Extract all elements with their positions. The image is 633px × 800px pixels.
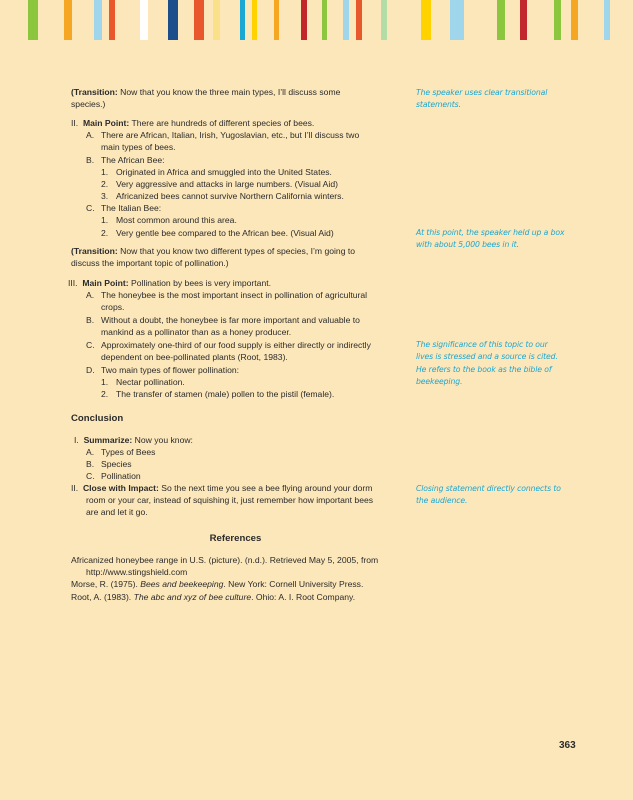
- item-3d1-number: 1.: [101, 377, 109, 387]
- transition-label: (Transition:: [71, 87, 118, 97]
- main-point-2: [71, 117, 314, 129]
- sub-point-3b-letter: B.: [86, 315, 95, 325]
- item-2b3-number: 3.: [101, 191, 109, 201]
- decorative-stripe: [168, 0, 178, 40]
- summarize-label: Summarize:: [83, 435, 133, 445]
- sub-point-3b-line-2: mankind as a pollinator than as a honey producer.: [101, 327, 292, 337]
- decorative-stripe: [252, 0, 257, 40]
- decorative-stripe: [450, 0, 464, 40]
- sub-point-3c-letter: C.: [86, 340, 95, 350]
- decorative-stripe: [28, 0, 38, 40]
- close-with-impact-label: Close with Impact:: [82, 483, 159, 493]
- item-2b3: Africanized bees cannot survive Northern California winters.: [116, 191, 344, 201]
- item-2c2-number: 2.: [101, 228, 109, 238]
- reference-2: [71, 578, 363, 590]
- margin-note-4-line-2: the audience.: [416, 496, 468, 505]
- decorative-stripe: [381, 0, 387, 40]
- reference-publisher: . Ohio: A. I. Root Company.: [251, 592, 356, 602]
- item-2b2-number: 2.: [101, 179, 109, 189]
- summary-item-b: Species: [101, 459, 132, 469]
- margin-note-2-line-2: with about 5,000 bees in it.: [416, 240, 519, 249]
- page-number: 363: [559, 740, 576, 751]
- decorative-stripe-band: [0, 0, 633, 40]
- decorative-stripe: [194, 0, 204, 40]
- decorative-stripe: [421, 0, 431, 40]
- transition-2-line-1: [71, 245, 355, 257]
- transition-text: Now that you know two different types of species, I’m going to: [117, 246, 356, 256]
- decorative-stripe: [554, 0, 561, 40]
- reference-1-url[interactable]: http://www.stingshield.com: [86, 567, 188, 577]
- item-2b1: Originated in Africa and smuggled into the United States.: [116, 167, 332, 177]
- roman-numeral: I.: [74, 435, 79, 445]
- item-3d2-number: 2.: [101, 389, 109, 399]
- item-2c1: Most common around this area.: [116, 215, 237, 225]
- decorative-stripe: [240, 0, 245, 40]
- summary-item-c: Pollination: [101, 471, 141, 481]
- item-2b2: Very aggressive and attacks in large numbers. (Visual Aid): [116, 179, 338, 189]
- margin-note-1-line-1: The speaker uses clear transitional: [416, 88, 548, 97]
- sub-point-3c-line-2: dependent on bee-pollinated plants (Root, 1983).: [101, 352, 288, 362]
- margin-note-3-line-4: beekeeping.: [416, 377, 463, 386]
- summary-item-c-letter: C.: [86, 471, 95, 481]
- summarize-text: Now you know:: [132, 435, 193, 445]
- decorative-stripe: [94, 0, 102, 40]
- margin-note-1-line-2: statements.: [416, 100, 461, 109]
- decorative-stripe: [356, 0, 362, 40]
- sub-point-2a-line-2: main types of bees.: [101, 142, 176, 152]
- main-point-text: Pollination by bees is very important.: [128, 278, 271, 288]
- conclusion-point-2: [71, 482, 372, 494]
- main-point-label: Main Point:: [82, 118, 130, 128]
- sub-point-2b: The African Bee:: [101, 155, 165, 165]
- transition-2-line-2: discuss the important topic of pollination.): [71, 258, 229, 268]
- margin-note-2-line-1: At this point, the speaker held up a box: [416, 228, 565, 237]
- sub-point-3d: Two main types of flower pollination:: [101, 365, 240, 375]
- item-3d1: Nectar pollination.: [116, 377, 185, 387]
- main-point-text: There are hundreds of different species of bees.: [129, 118, 315, 128]
- reference-author: Root, A. (1983).: [71, 592, 134, 602]
- sub-point-2c-letter: C.: [86, 203, 95, 213]
- sub-point-3a-line-2: crops.: [101, 302, 125, 312]
- reference-author: Morse, R. (1975).: [71, 579, 141, 589]
- sub-point-2a-line-1: There are African, Italian, Irish, Yugoslavian, etc., but I’ll discuss two: [101, 130, 360, 140]
- decorative-stripe: [64, 0, 72, 40]
- margin-note-3-line-1: The significance of this topic to our: [416, 340, 548, 349]
- item-2b1-number: 1.: [101, 167, 109, 177]
- sub-point-3d-letter: D.: [86, 365, 95, 375]
- decorative-stripe: [343, 0, 349, 40]
- main-point-label: Main Point:: [82, 278, 129, 288]
- close-with-impact-line-2: room or your car, instead of squishing it, just remember how important bees: [86, 495, 374, 505]
- close-with-impact-text: So the next time you see a bee flying around your dorm: [158, 483, 373, 493]
- reference-3: [71, 591, 355, 603]
- item-2c2: Very gentle bee compared to the African bee. (Visual Aid): [116, 228, 334, 238]
- decorative-stripe: [520, 0, 527, 40]
- margin-note-4-line-1: Closing statement directly connects to: [416, 484, 561, 493]
- margin-note-3-line-2: lives is stressed and a source is cited.: [416, 352, 558, 361]
- sub-point-3a-line-1: The honeybee is the most important insect in pollination of agricultural: [101, 290, 368, 300]
- conclusion-point-1: [74, 434, 193, 446]
- roman-numeral: III.: [68, 278, 78, 288]
- close-with-impact-line-3: are and let it go.: [86, 507, 148, 517]
- sub-point-3b-line-1: Without a doubt, the honeybee is far more important and valuable to: [101, 315, 360, 325]
- sub-point-3c-line-1: Approximately one-third of our food supply is either directly or indirectly: [101, 340, 371, 350]
- reference-publisher: . New York: Cornell University Press.: [223, 579, 364, 589]
- decorative-stripe: [497, 0, 505, 40]
- roman-numeral: II.: [71, 118, 79, 128]
- margin-note-3-line-3: He refers to the book as the bible of: [416, 365, 552, 374]
- summary-item-a: Types of Bees: [101, 447, 156, 457]
- sub-point-2b-letter: B.: [86, 155, 95, 165]
- decorative-stripe: [301, 0, 307, 40]
- sub-point-2a-letter: A.: [86, 130, 95, 140]
- transition-text: Now that you know the three main types, I’ll discuss some: [117, 87, 341, 97]
- conclusion-heading: Conclusion: [71, 413, 124, 424]
- decorative-stripe: [322, 0, 327, 40]
- decorative-stripe: [274, 0, 279, 40]
- sub-point-3a-letter: A.: [86, 290, 95, 300]
- reference-title: Bees and beekeeping: [140, 579, 224, 589]
- references-heading: References: [209, 533, 262, 544]
- main-point-3: [68, 277, 271, 289]
- decorative-stripe: [571, 0, 578, 40]
- decorative-stripe: [604, 0, 610, 40]
- summary-item-a-letter: A.: [86, 447, 95, 457]
- decorative-stripe: [140, 0, 148, 40]
- transition-1-line-1: [71, 86, 340, 98]
- roman-numeral: II.: [71, 483, 79, 493]
- reference-1-line-1: Africanized honeybee range in U.S. (picture). (n.d.). Retrieved May 5, 2005, from: [71, 555, 379, 565]
- transition-1-line-2: species.): [71, 99, 106, 109]
- sub-point-2c: The Italian Bee:: [101, 203, 162, 213]
- summary-item-b-letter: B.: [86, 459, 95, 469]
- item-2c1-number: 1.: [101, 215, 109, 225]
- item-3d2: The transfer of stamen (male) pollen to the pistil (female).: [116, 389, 335, 399]
- transition-label: (Transition:: [71, 246, 118, 256]
- reference-title: The abc and xyz of bee culture: [133, 592, 252, 602]
- decorative-stripe: [109, 0, 115, 40]
- decorative-stripe: [213, 0, 220, 40]
